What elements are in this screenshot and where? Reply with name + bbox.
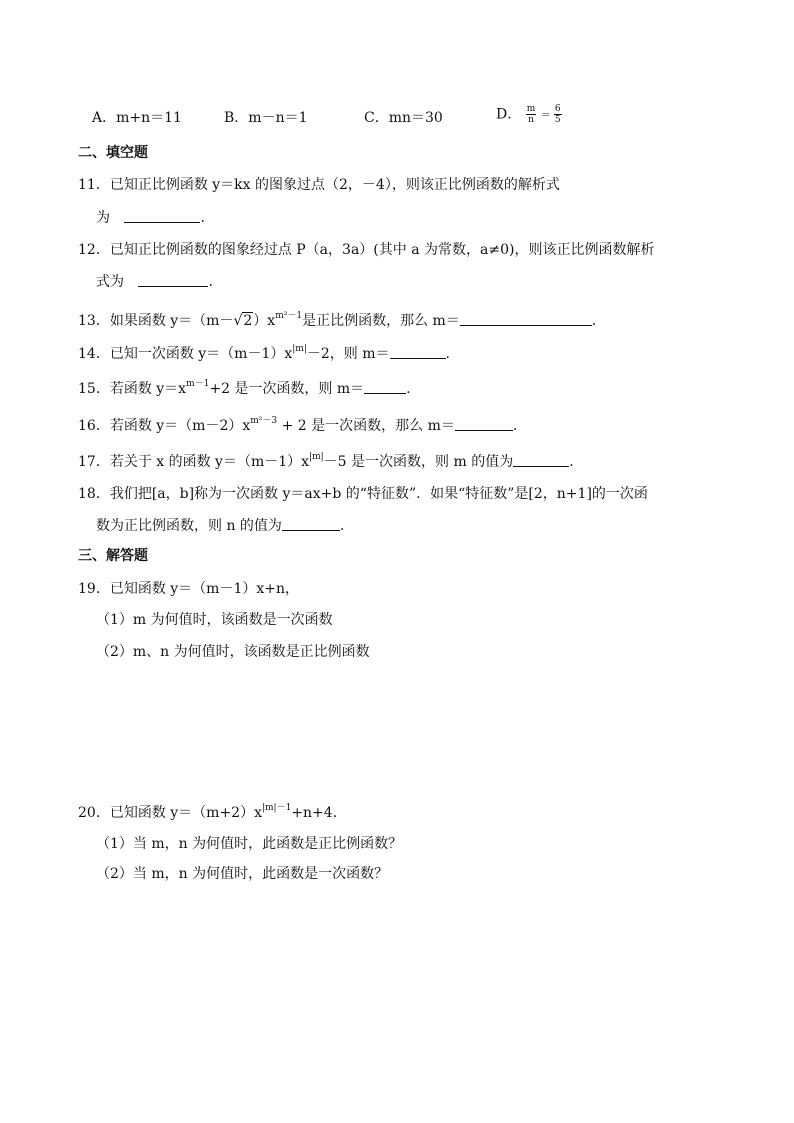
- q17-exponent: |m|: [309, 452, 324, 463]
- q12-line1: 12．已知正比例函数的图象经过点 P（a，3a）(其中 a 为常数，a≠0)，则该正比例函数解析: [78, 242, 655, 258]
- q18-period: .: [339, 518, 345, 534]
- option-d: [496, 104, 562, 127]
- q12-answer-blank[interactable]: [138, 272, 208, 287]
- fraction-m-over-n: [526, 104, 537, 125]
- section-heading-answer: 三、解答题: [78, 548, 148, 564]
- q12-text: 式为: [96, 274, 124, 290]
- q20-text-post: +n+4．: [291, 805, 347, 821]
- q13-exponent: m²－1: [275, 311, 303, 322]
- q18-line1: 18．我们把[a，b]称为一次函数 y＝ax+b 的“特征数”．如果“特征数”是[2，n+1]的一次函: [78, 486, 648, 502]
- option-a: A．m+n＝11: [92, 110, 182, 126]
- q13-text-mid: ）x: [253, 313, 276, 329]
- q13-text-pre: 13．如果函数 y＝（m－: [78, 313, 234, 329]
- q15-line: [78, 379, 411, 399]
- option-d-prefix: D．: [496, 106, 522, 123]
- q14-answer-blank[interactable]: [390, 344, 446, 359]
- q18-text: 数为正比例函数，则 n 的值为: [96, 518, 282, 534]
- fraction-denominator: 5: [554, 115, 561, 125]
- option-b: B．m－n＝1: [224, 110, 308, 126]
- q18-line2: [96, 516, 344, 536]
- q11-text: 为: [96, 210, 110, 226]
- q18-answer-blank[interactable]: [282, 516, 340, 531]
- fraction-numerator: m: [526, 104, 536, 114]
- q15-text-pre: 15．若函数 y＝x: [78, 381, 187, 397]
- q20-part2: （2）当 m，n 为何值时，此函数是一次函数？: [96, 866, 389, 882]
- q11-line1: 11．已知正比例函数 y＝kx 的图象过点（2，－4），则该正比例函数的解析式: [78, 177, 560, 193]
- q15-text-post: +2 是一次函数，则 m＝: [209, 381, 365, 397]
- q16-exponent: m²－3: [250, 416, 278, 427]
- q17-line: [78, 452, 574, 472]
- q20-exponent: |m|－1: [261, 803, 292, 814]
- q19-stem: 19．已知函数 y＝（m－1）x+n，: [78, 581, 299, 597]
- q19-part1: （1）m 为何值时，该函数是一次函数: [96, 612, 333, 628]
- sqrt-radicand: 2: [243, 313, 253, 329]
- q17-text-pre: 17．若关于 x 的函数 y＝（m－1）x: [78, 454, 310, 470]
- q19-part2: （2）m、n 为何值时，该函数是正比例函数: [96, 644, 370, 660]
- q20-stem: [78, 803, 347, 823]
- q16-answer-blank[interactable]: [455, 416, 513, 431]
- q15-exponent: m－1: [186, 379, 210, 390]
- q20-part1: （1）当 m，n 为何值时，此函数是正比例函数？: [96, 836, 403, 852]
- q14-period: .: [445, 346, 450, 362]
- q14-line: [78, 344, 450, 364]
- q17-period: .: [569, 454, 574, 470]
- q11-period: .: [200, 210, 205, 226]
- q15-period: .: [406, 381, 411, 397]
- q12-line2: [96, 272, 213, 292]
- q16-period: .: [512, 418, 518, 434]
- q11-line2: [96, 208, 205, 228]
- fraction-6-over-5: [554, 104, 562, 125]
- q15-answer-blank[interactable]: [364, 379, 406, 394]
- q13-answer-blank[interactable]: [460, 311, 592, 326]
- option-c: C．mn＝30: [364, 110, 443, 126]
- sqrt-symbol: √2: [233, 313, 253, 329]
- q16-text-post: + 2 是一次函数，那么 m＝: [277, 418, 455, 434]
- q14-exponent: |m|: [292, 344, 307, 355]
- fraction-denominator: n: [528, 115, 534, 125]
- q12-period: .: [208, 274, 213, 290]
- q14-text-post: －2，则 m＝: [306, 346, 390, 362]
- q16-text-pre: 16．若函数 y＝（m－2）x: [78, 418, 251, 434]
- q17-text-post: －5 是一次函数，则 m 的值为: [323, 454, 514, 470]
- equals-sign: ＝: [540, 110, 554, 122]
- fraction-numerator: 6: [554, 104, 561, 114]
- q13-text-post: 是正比例函数，那么 m＝: [302, 313, 460, 329]
- q20-text-pre: 20．已知函数 y＝（m+2）x: [78, 805, 262, 821]
- q13-line: [78, 311, 596, 331]
- q14-text-pre: 14．已知一次函数 y＝（m－1）x: [78, 346, 293, 362]
- section-heading-fill: 二、填空题: [78, 145, 148, 161]
- q17-answer-blank[interactable]: [513, 452, 569, 467]
- q13-period: .: [591, 313, 597, 329]
- q16-line: [78, 416, 517, 436]
- q11-answer-blank[interactable]: [124, 208, 200, 223]
